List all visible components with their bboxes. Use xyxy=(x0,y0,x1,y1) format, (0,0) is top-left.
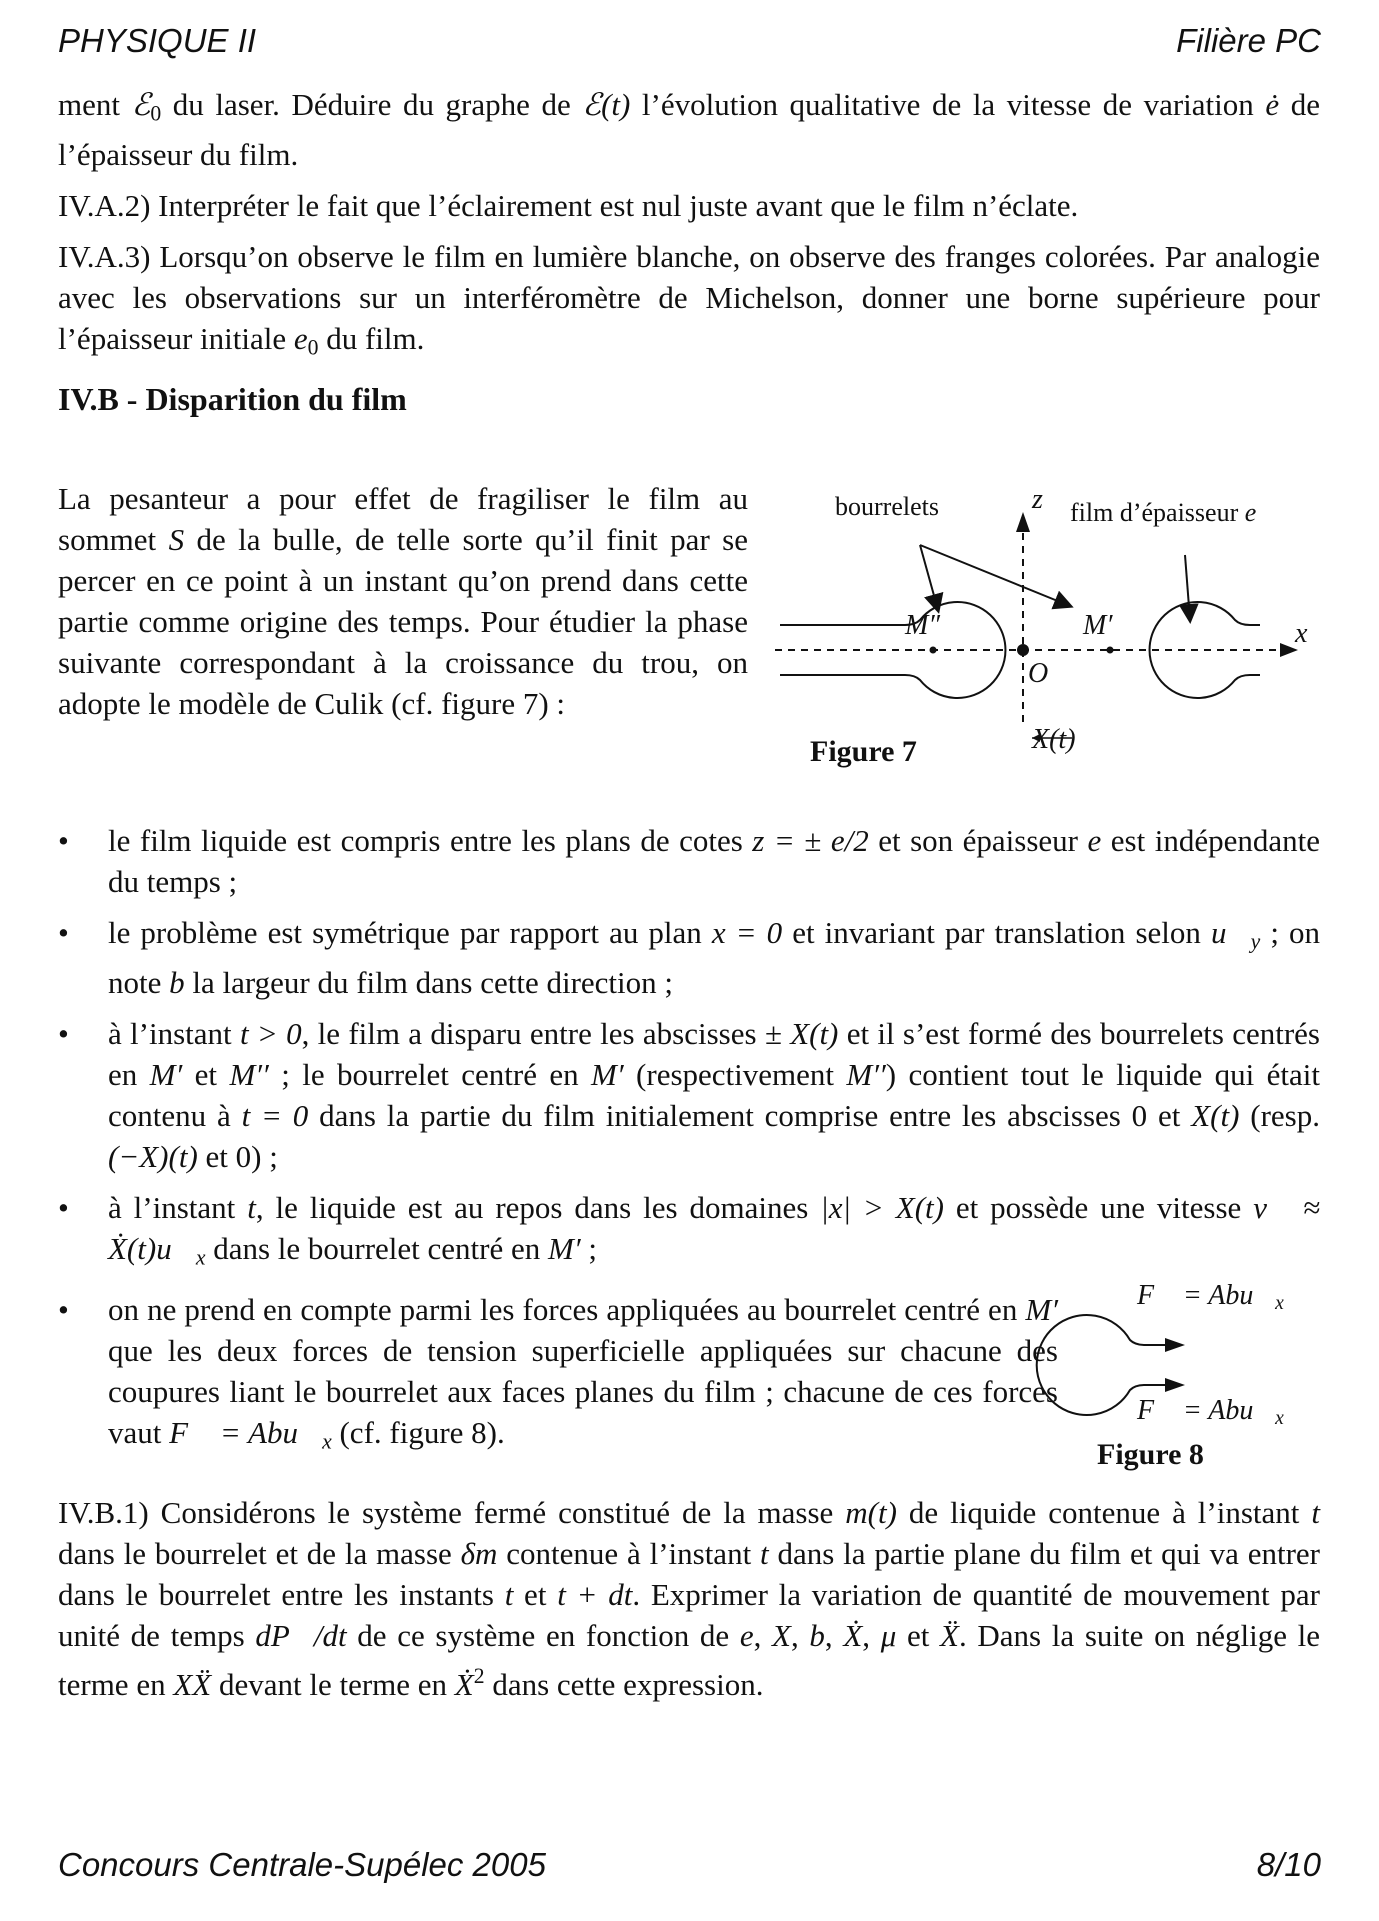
figure-7 xyxy=(770,480,1330,780)
body-text-top xyxy=(58,84,1320,426)
force-arrow-bottom-icon xyxy=(1165,1378,1185,1392)
figure-8-caption: Figure 8 xyxy=(1097,1438,1204,1471)
center-m-double-prime xyxy=(930,647,937,654)
assumption-item: • à l’instant t > 0, le film a disparu entre les abscisses ± X(t) et il s’est formé des bourrelets centrés en M′ et M′′ ; le bourrelet centré en M′ (respectivement M′′) contient tout le liquide qui était contenu à t = 0 dans la partie du film initialement comprise entre les abscisses 0 et X(t) (resp. (−X)(t) et 0) ; xyxy=(58,1016,1320,1175)
question-iva3: IV.A.3) Lorsqu’on observe le film en lumière blanche, on observe des franges colorées. Par analogie avec les observations sur un interféromètre de Michelson, donner une borne supérieure pour l’épaisseur initiale $e_0$ du film. xyxy=(58,239,1320,360)
assumption-item: • on ne prend en compte parmi les forces appliquées au bourrelet centré en M′ que les deux forces de tension superficielle appliquées sur chacune des coupures liant le bourrelet aux faces planes du film ; chacune de ces forces vaut F⃗ = $Abu⃗_x$ (cf. figure 8). xyxy=(58,1291,1058,1454)
intro-ivb xyxy=(58,478,748,734)
center-m-prime xyxy=(1107,647,1114,654)
label-film: film d’épaisseur e xyxy=(1070,498,1257,527)
paragraph-laser: ment ℰ$_0$ du laser. Déduire du graphe de ℰ(t) l’évolution qualitative de la vitesse de variation ė de l’épaisseur du film. xyxy=(58,87,1320,173)
label-z: z xyxy=(1032,484,1043,515)
paragraph-intro-ivb: La pesanteur a pour effet de fragiliser le film au sommet S de la bulle, de telle sorte qu’il finit par se percer en ce point à un instant qu’on prend dans cette partie comme origine des temps. Pour étudier la phase suivante correspondant à la croissance du trou, on adopte le modèle de Culik (cf. figure 7) : xyxy=(58,481,748,721)
force-arrow-top-icon xyxy=(1165,1338,1185,1352)
assumption-item: • le film liquide est compris entre les plans de cotes z = ± e/2 et son épaisseur e est indépendante du temps ; xyxy=(58,823,1320,899)
label-origin: O xyxy=(1028,658,1049,689)
label-m-prime: M′ xyxy=(1083,610,1113,641)
section-title-ivb: IV.B - Disparition du film xyxy=(58,380,407,417)
question-ivb1-area xyxy=(58,1492,1320,1715)
question-iva2: IV.A.2) Interpréter le fait que l’éclairement est nul juste avant que le film n’éclate. xyxy=(58,188,1079,224)
header-subject: PHYSIQUE II xyxy=(58,22,257,59)
header-track: Filière PC xyxy=(1176,22,1321,59)
assumption-item: • à l’instant t, le liquide est au repos dans les domaines |x| > X(t) et possède une vitesse v⃗ ≈ $Ẋ(t)u⃗_x$ dans le bourrelet centré en M′ ; xyxy=(58,1190,1320,1270)
arrow-bourrelet-left xyxy=(920,545,938,610)
arrow-bourrelet-right xyxy=(920,545,1070,606)
footer-contest: Concours Centrale-Supélec 2005 xyxy=(58,1846,546,1883)
arrow-film xyxy=(1185,555,1190,620)
origin-dot xyxy=(1017,644,1029,656)
z-axis-arrow-icon xyxy=(1016,512,1030,532)
label-xt: X(t) xyxy=(1032,724,1076,755)
assumption-item: • le problème est symétrique par rapport au plan x = 0 et invariant par translation selon $u⃗_y$ ; on note b la largeur du film dans cette direction ; xyxy=(58,915,1320,1001)
force-label-bottom: F⃗ = $Abu⃗_x$ xyxy=(1137,1395,1284,1429)
bourrelet-shape xyxy=(1037,1315,1145,1415)
label-x: x xyxy=(1295,618,1308,649)
figure-8 xyxy=(1025,1270,1315,1480)
label-m-double-prime: M″ xyxy=(905,610,940,641)
question-ivb1: IV.B.1) Considérons le système fermé constitué de la masse m(t) de liquide contenue à l’instant t dans le bourrelet et de la masse δm contenue à l’instant t dans la partie plane du film et qui va entrer dans le bourrelet entre les instants t et t + dt. Exprimer la variation de quantité de mouvement par unité de temps dP⃗/dt de ce système en fonction de e, X, b, Ẋ, μ et Ẍ. Dans la suite on néglige le terme en XẌ devant le terme en Ẋ$^2$ dans cette expression. xyxy=(58,1495,1321,1702)
force-label-top: F⃗ = $Abu⃗_x$ xyxy=(1137,1280,1284,1314)
label-bourrelets: bourrelets xyxy=(835,492,939,521)
footer-page-number: 8/10 xyxy=(1256,1846,1321,1883)
figure-7-caption: Figure 7 xyxy=(810,735,917,768)
